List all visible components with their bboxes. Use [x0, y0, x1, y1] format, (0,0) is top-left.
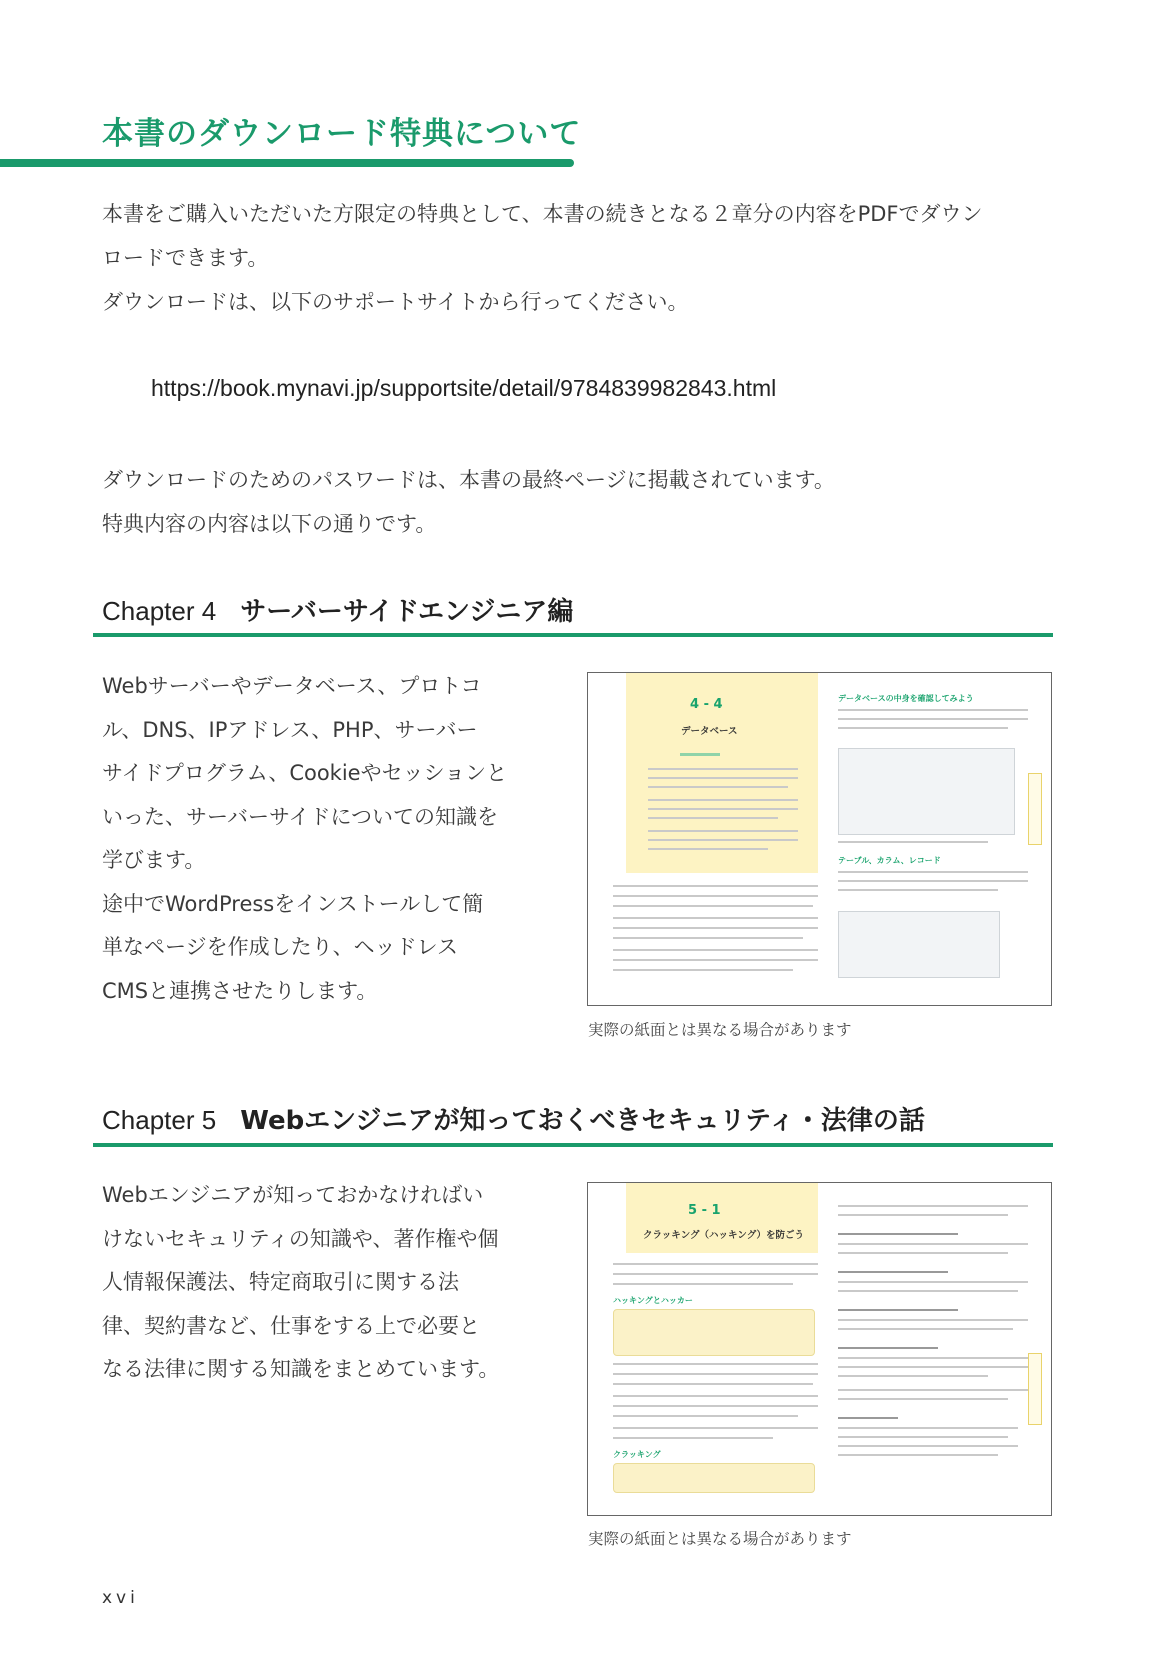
chapter-4-preview — [587, 672, 1052, 1006]
chapter-5-heading — [102, 1100, 925, 1137]
preview-heading: ハッキングとハッカー — [613, 1296, 693, 1305]
preview-section-box — [626, 1183, 818, 1253]
notes-paragraph — [102, 458, 1057, 546]
desc-line: Webサーバーやデータベース、プロトコ — [102, 674, 482, 698]
desc-line: なる法律に関する知識をまとめています。 — [102, 1357, 500, 1381]
desc-line: 途中でWordPressをインストールして簡 — [102, 891, 484, 916]
preview-section-number: 4 - 4 — [690, 697, 723, 712]
note-line: 特典内容の内容は以下の通りです。 — [102, 512, 437, 536]
chapter-5-preview — [587, 1182, 1052, 1516]
chapter-5-rule — [93, 1143, 1053, 1147]
desc-line: サイドプログラム、Cookieやセッションと — [102, 761, 508, 785]
desc-line: いった、サーバーサイドについての知識を — [102, 804, 499, 829]
desc-line: CMSと連携させたりします。 — [102, 978, 378, 1003]
preview-section-number: 5 - 1 — [688, 1203, 721, 1218]
preview-heading: データベースの中身を確認してみよう — [838, 694, 974, 703]
desc-line: 単なページを作成したり、ヘッドレス — [102, 935, 458, 959]
chapter-4-description — [102, 665, 514, 1013]
preview-section-title: クラッキング（ハッキング）を防ごう — [643, 1230, 805, 1241]
title-underline — [0, 159, 574, 167]
preview-heading: テーブル、カラム、レコード — [838, 856, 941, 865]
intro-line: ダウンロードは、以下のサポートサイトから行ってください。 — [102, 290, 689, 314]
preview-section-title: データベース — [681, 726, 738, 737]
intro-paragraph — [102, 192, 1057, 324]
chapter-4-heading — [102, 591, 573, 628]
chapter-title: Webエンジニアが知っておくべきセキュリティ・法律の話 — [240, 1106, 925, 1136]
chapter-5-description — [102, 1174, 514, 1392]
chapter-number: Chapter 5 — [102, 1105, 217, 1135]
chapter-4-rule — [93, 633, 1053, 637]
support-url[interactable]: https://book.mynavi.jp/supportsite/detail/9784839982843.html — [151, 375, 777, 401]
desc-line: 人情報保護法、特定商取引に関する法 — [102, 1270, 459, 1294]
intro-line: ロードできます。 — [102, 246, 269, 270]
preview-screenshot — [838, 911, 1000, 978]
chapter-title: サーバーサイドエンジニア編 — [240, 597, 574, 627]
chapter-5-caption: 実際の紙面とは異なる場合があります — [588, 1530, 852, 1548]
desc-line: 学びます。 — [102, 848, 206, 872]
desc-line: Webエンジニアが知っておかなければい — [102, 1183, 484, 1207]
desc-line: けないセキュリティの知識や、著作権や個 — [102, 1226, 499, 1251]
chapter-number: Chapter 4 — [102, 596, 217, 626]
note-line: ダウンロードのためのパスワードは、本書の最終ページに掲載されています。 — [102, 468, 835, 492]
page-number: xvi — [102, 1588, 139, 1608]
intro-line: 本書をご購入いただいた方限定の特典として、本書の続きとなる２章分の内容をPDFでダウン — [102, 202, 983, 226]
desc-line: 律、契約書など、仕事をする上で必要と — [102, 1313, 480, 1338]
preview-screenshot — [838, 748, 1015, 835]
preview-heading: クラッキング — [613, 1450, 661, 1459]
page-title: 本書のダウンロード特典について — [102, 116, 582, 152]
desc-line: ル、DNS、IPアドレス、PHP、サーバー — [102, 717, 478, 742]
chapter-4-caption: 実際の紙面とは異なる場合があります — [588, 1021, 852, 1039]
